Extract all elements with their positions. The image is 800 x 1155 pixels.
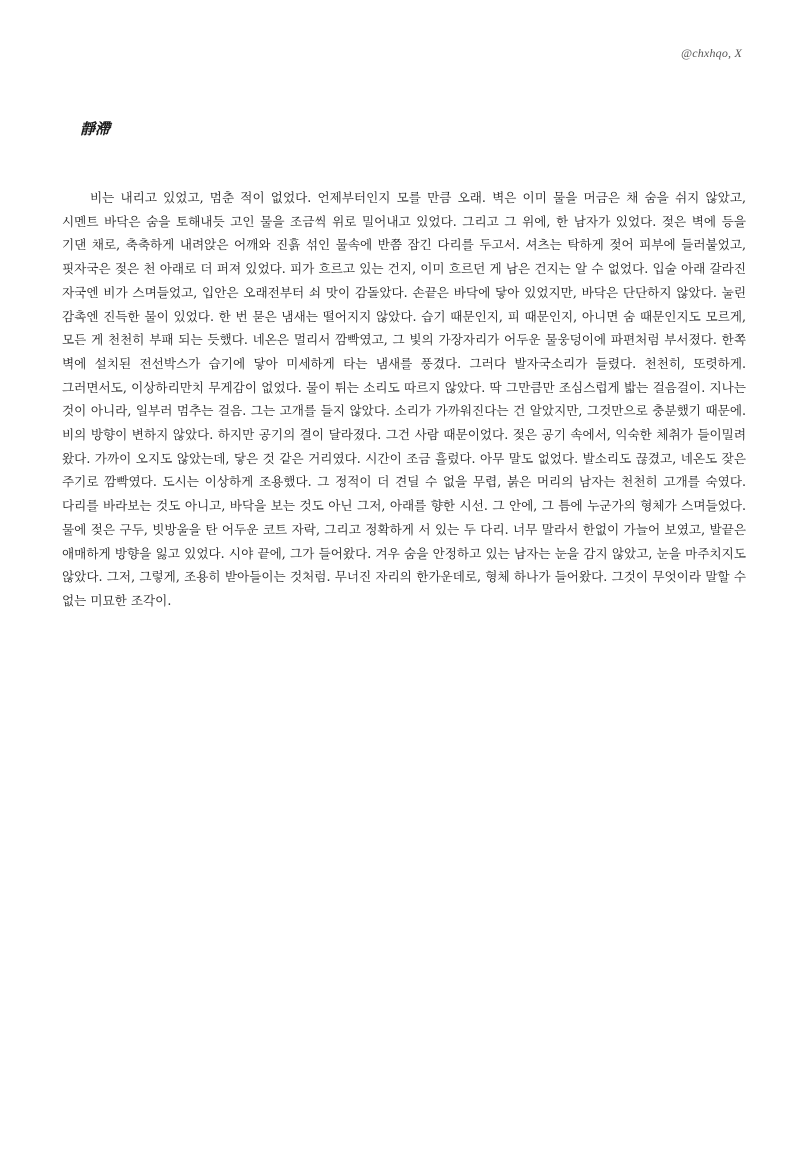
author-credit: @chxhqo, X (680, 46, 742, 60)
document-title: 靜滯 (80, 120, 111, 138)
body-paragraph: 비는 내리고 있었고, 멈춘 적이 없었다. 언제부터인지 모를 만큼 오래. 벽은 이미 물을 머금은 채 숨을 쉬지 않았고, 시멘트 바닥은 숨을 토해내듯 고인 물을 조금씩 위로 밀어내고 있었다. 그리고 그 위에, 한 남자가 있었다. 젖은 벽에 등을 기댄 채로, 축축하게 내려앉은 어깨와 진흙 섞인 물속에 반쯤 잠긴 다리를 두고서. 셔츠는 탁하게 젖어 피부에 들러붙었고, 핏자국은 젖은 천 아래로 더 퍼져 있었다. 피가 흐르고 있는 건지, 이미 흐르던 게 남은 건지는 알 수 없었다. 입술 아래 갈라진 자국엔 비가 스며들었고, 입안은 오래전부터 쇠 맛이 감돌았다. 손끝은 바닥에 닿아 있었지만, 바닥은 단단하지 않았다. 눌린 감촉엔 진득한 물이 있었다. 한 번 묻은 냄새는 떨어지지 않았다. 습기 때문인지, 피 때문인지, 아니면 숨 때문인지도 모르게, 모든 게 천천히 부패 되는 듯했다. 네온은 멀리서 깜빡였고, 그 빛의 가장자리가 어두운 물웅덩이에 파편처럼 부서졌다. 한쪽 벽에 설치된 전선박스가 습기에 닿아 미세하게 타는 냄새를 풍겼다. 그러다 발자국소리가 들렸다. 천천히, 또렷하게. 그러면서도, 이상하리만치 무게감이 없었다. 물이 튀는 소리도 따르지 않았다. 딱 그만큼만 조심스럽게 밟는 걸음걸이. 지나는 것이 아니라, 일부러 멈추는 걸음. 그는 고개를 들지 않았다. 소리가 가까워진다는 건 알았지만, 그것만으로 충분했기 때문에. 비의 방향이 변하지 않았다. 하지만 공기의 결이 달라졌다. 그건 사람 때문이었다. 젖은 공기 속에서, 익숙한 체취가 들이밀려 왔다. 가까이 오지도 않았는데, 닿은 것 같은 거리였다. 시간이 조금 흘렀다. 아무 말도 없었다. 발소리도 끊겼고, 네온도 잦은 주기로 깜빡였다. 도시는 이상하게 조용했다. 그 정적이 더 견딜 수 없을 무렵, 붉은 머리의 남자는 천천히 고개를 숙였다. 다리를 바라보는 것도 아니고, 바닥을 보는 것도 아닌 그저, 아래를 향한 시선. 그 안에, 그 틈에 누군가의 형체가 스며들었다. 물에 젖은 구두, 빗방울을 탄 어두운 코트 자락, 그리고 정확하게 서 있는 두 다리. 너무 말라서 한없이 가늘어 보였고, 발끝은 애매하게 방향을 잃고 있었다. 시야 끝에, 그가 들어왔다. 겨우 숨을 안정하고 있는 남자는 눈을 감지 않았고, 눈을 마주치지도 않았다. 그저, 그렇게, 조용히 받아들이는 것처럼. 무너진 자리의 한가운데로, 형체 하나가 들어왔다. 그것이 무엇이라 말할 수 없는 미묘한 조각이. (62, 190, 746, 608)
